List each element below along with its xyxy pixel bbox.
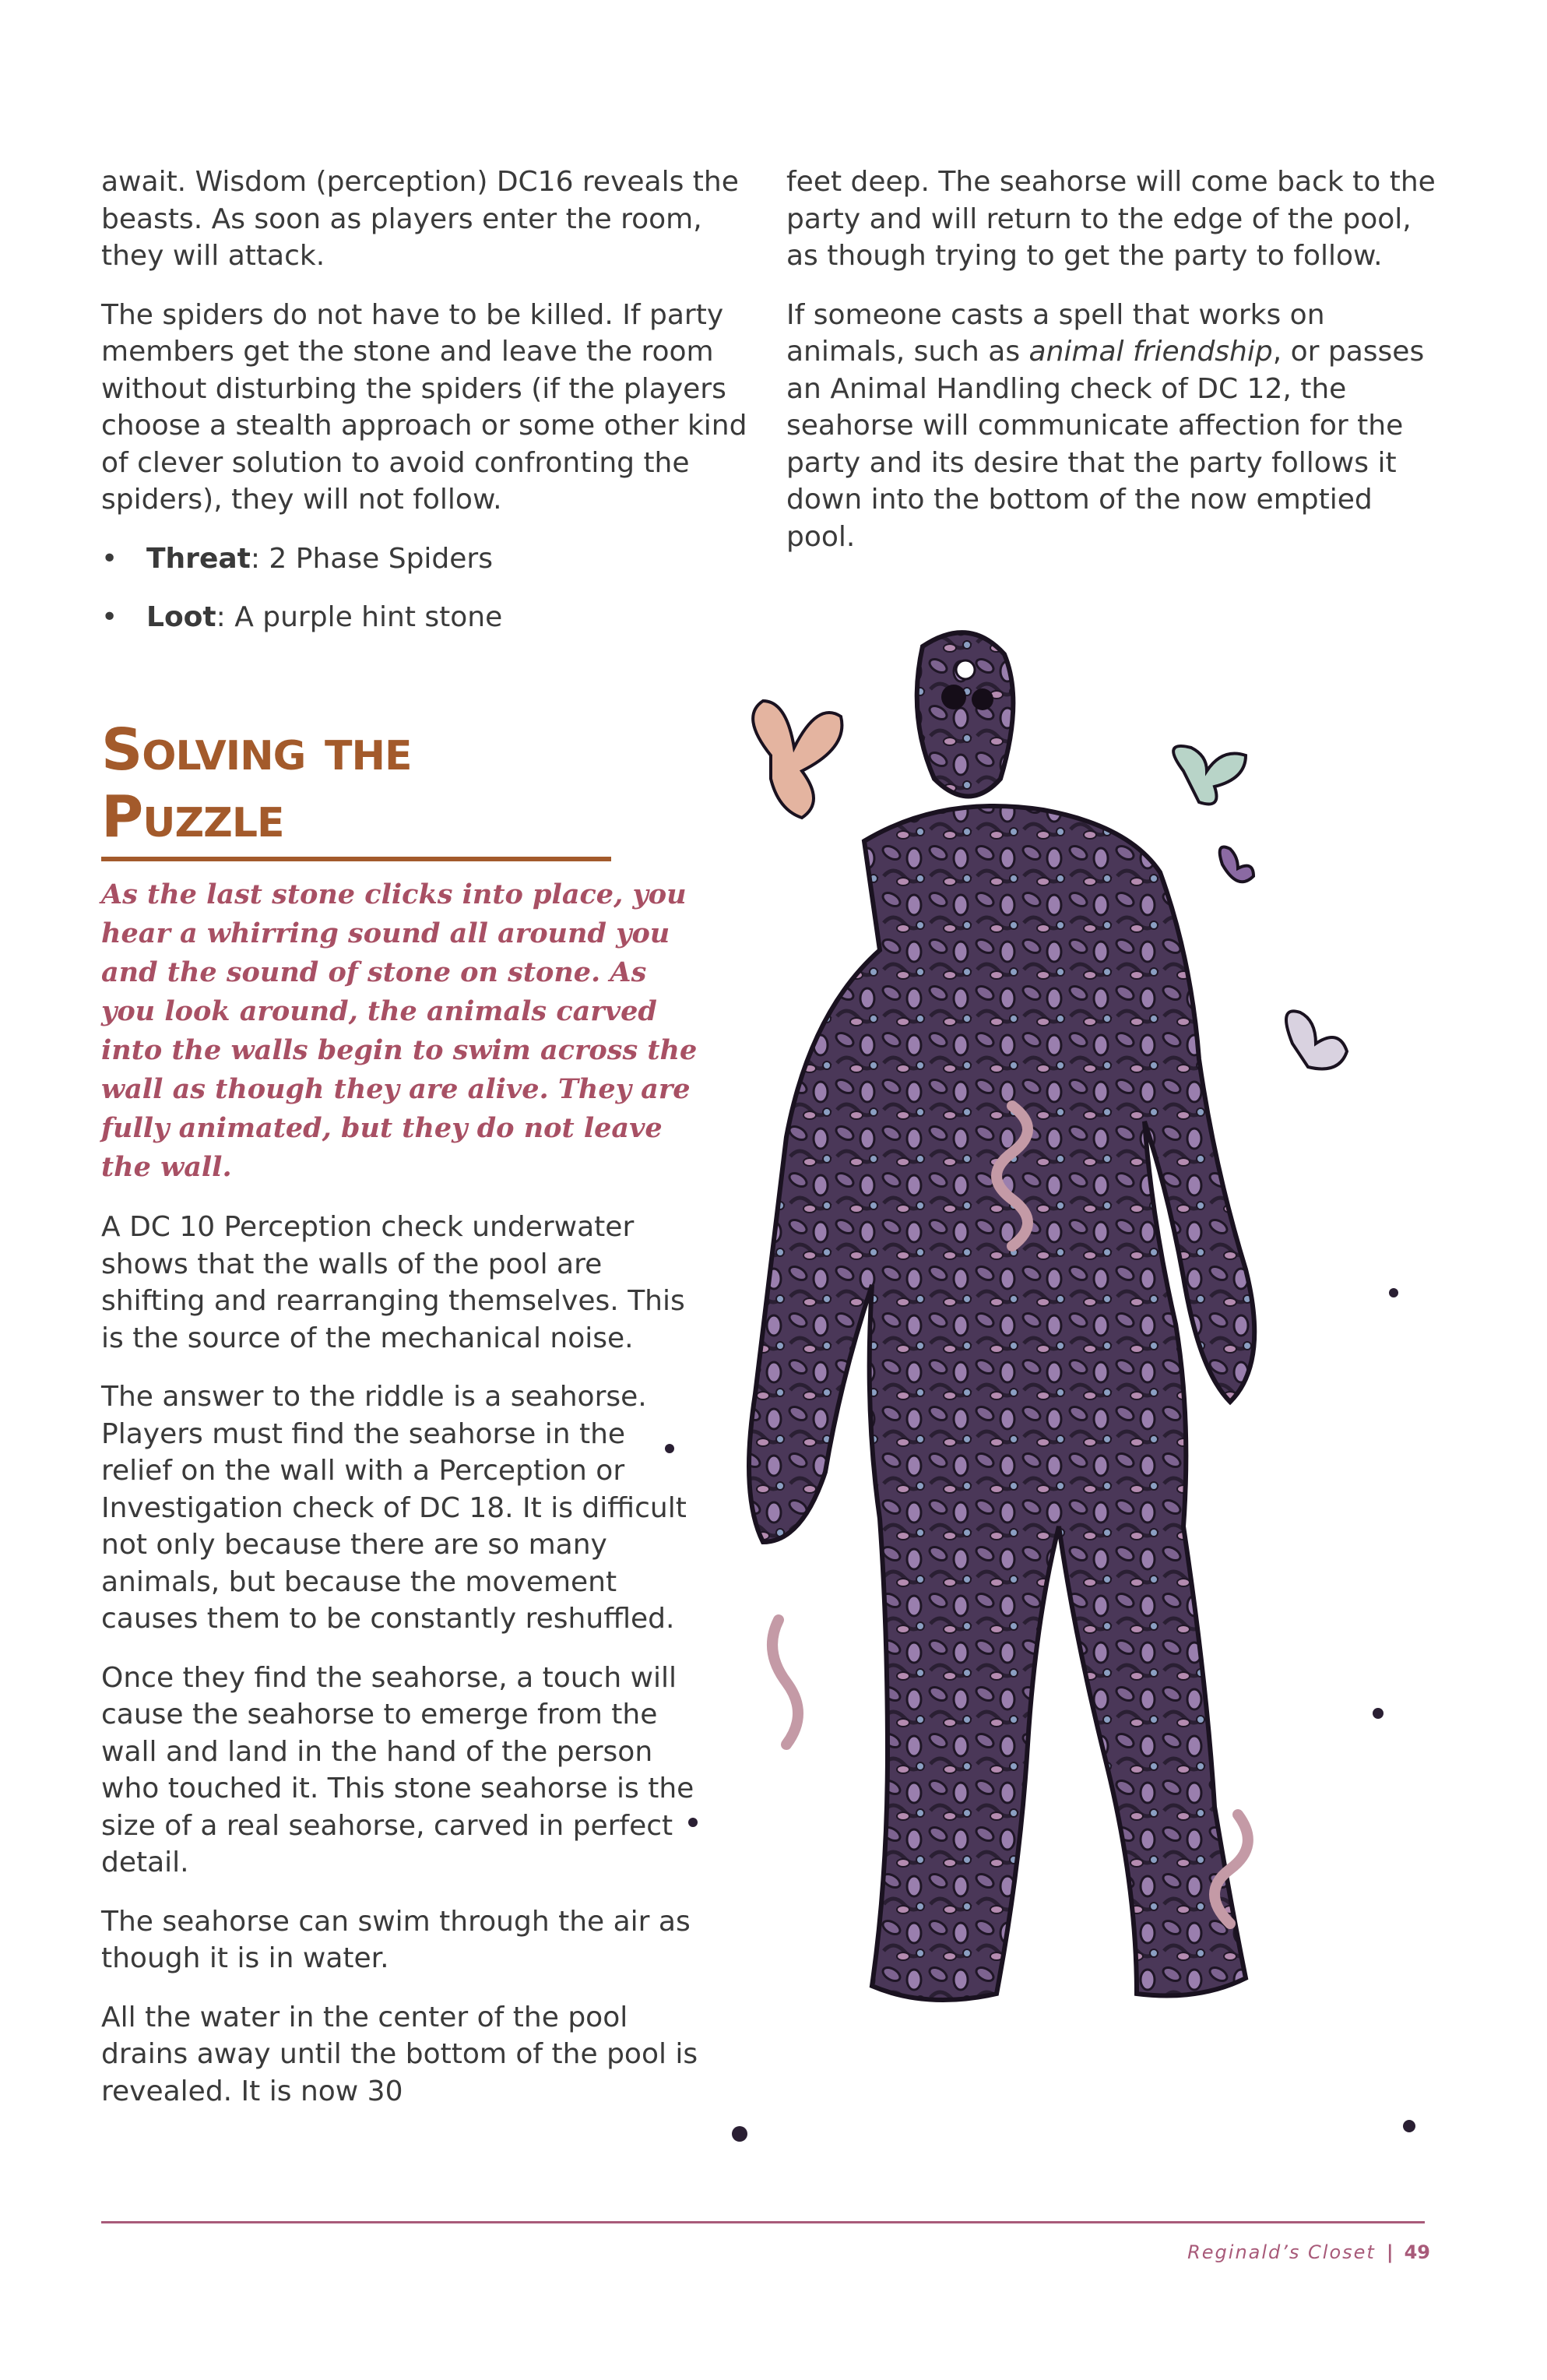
footer-divider [101,2221,1425,2223]
butterfly-icon [753,701,842,818]
bullet-icon: • [101,601,118,633]
spell-name: animal friendship [1028,336,1273,368]
book-title: Reginald’s Closet [1187,2241,1376,2263]
bullet-text: : A purple hint stone [216,601,503,633]
paragraph: All the water in the center of the pool drains away until the bottom of the pool is revealed. It is now 30 [101,2001,698,2107]
paragraph: await. Wisdom (perception) DC16 reveals the beasts. As soon as players enter the room, they will attack. [101,166,739,272]
page-footer [1187,2241,1430,2263]
section-heading: Solving the Puzzle [101,716,611,861]
bullet-label: Threat [146,542,251,575]
figure-body [749,632,1254,2000]
main-left-column [101,716,701,2132]
butterfly-icon [1220,847,1253,882]
top-right-column [786,164,1448,577]
paragraph: Once they find the seahorse, a touch will cause the seahorse to emerge from the wall and land in the hand of the person who touched it. This stone seahorse is the size of a real seahorse, carved in perfect detail. [101,1661,694,1878]
bullet-text: : 2 Phase Spiders [250,542,493,575]
bullet-label: Loot [146,601,216,633]
top-left-column [101,164,747,658]
paragraph: The spiders do not have to be killed. If party members get the stone and leave the room without disturbing the spiders (if the players choose a stealth approach or some other kind of clever solution to avoid confronting the spiders), they will not follow. [101,298,747,516]
paragraph: A DC 10 Perception check underwater shows that the walls of the pool are shifting and rearranging themselves. This is the source of the mechanical noise. [101,1211,685,1354]
paragraph [786,297,1448,556]
eye-icon [972,688,993,710]
butterfly-icon [1173,746,1246,804]
swarm-golem-illustration [646,607,1425,2181]
list-item [101,540,747,578]
butterfly-icon [1286,1011,1347,1069]
bullet-icon: • [101,542,118,575]
page-number: 49 [1404,2241,1430,2263]
eye-icon [941,685,966,709]
text-run: , or passes an Animal Handling check of DC 12, the seahorse will communicate affection for the party and its desire that the party follows it down into the bottom of the now emptied pool. [786,336,1425,553]
paragraph: The answer to the riddle is a seahorse. Players must find the seahorse in the relief on the wall with a Perception or Investigation check of DC 18. It is difficult not only because there are so many animals, but because the movement causes them to be constantly reshuffled. [101,1381,687,1635]
read-aloud-text: As the last stone clicks into place, you hear a whirring sound all around you and the sound of stone on stone. As you look around, the animals carved into the walls begin to swim across the wall as though they are alive. They are fully animated, but they do not leave the wall. [101,878,698,1183]
text-run: If someone casts a spell that works on animals, such as [786,298,1325,368]
paragraph: The seahorse can swim through the air as though it is in water. [101,1905,691,1974]
footer-separator: | [1386,2241,1394,2263]
paragraph: feet deep. The seahorse will come back to the party and will return to the edge of the pool, as though trying to get the party to follow. [786,166,1436,272]
